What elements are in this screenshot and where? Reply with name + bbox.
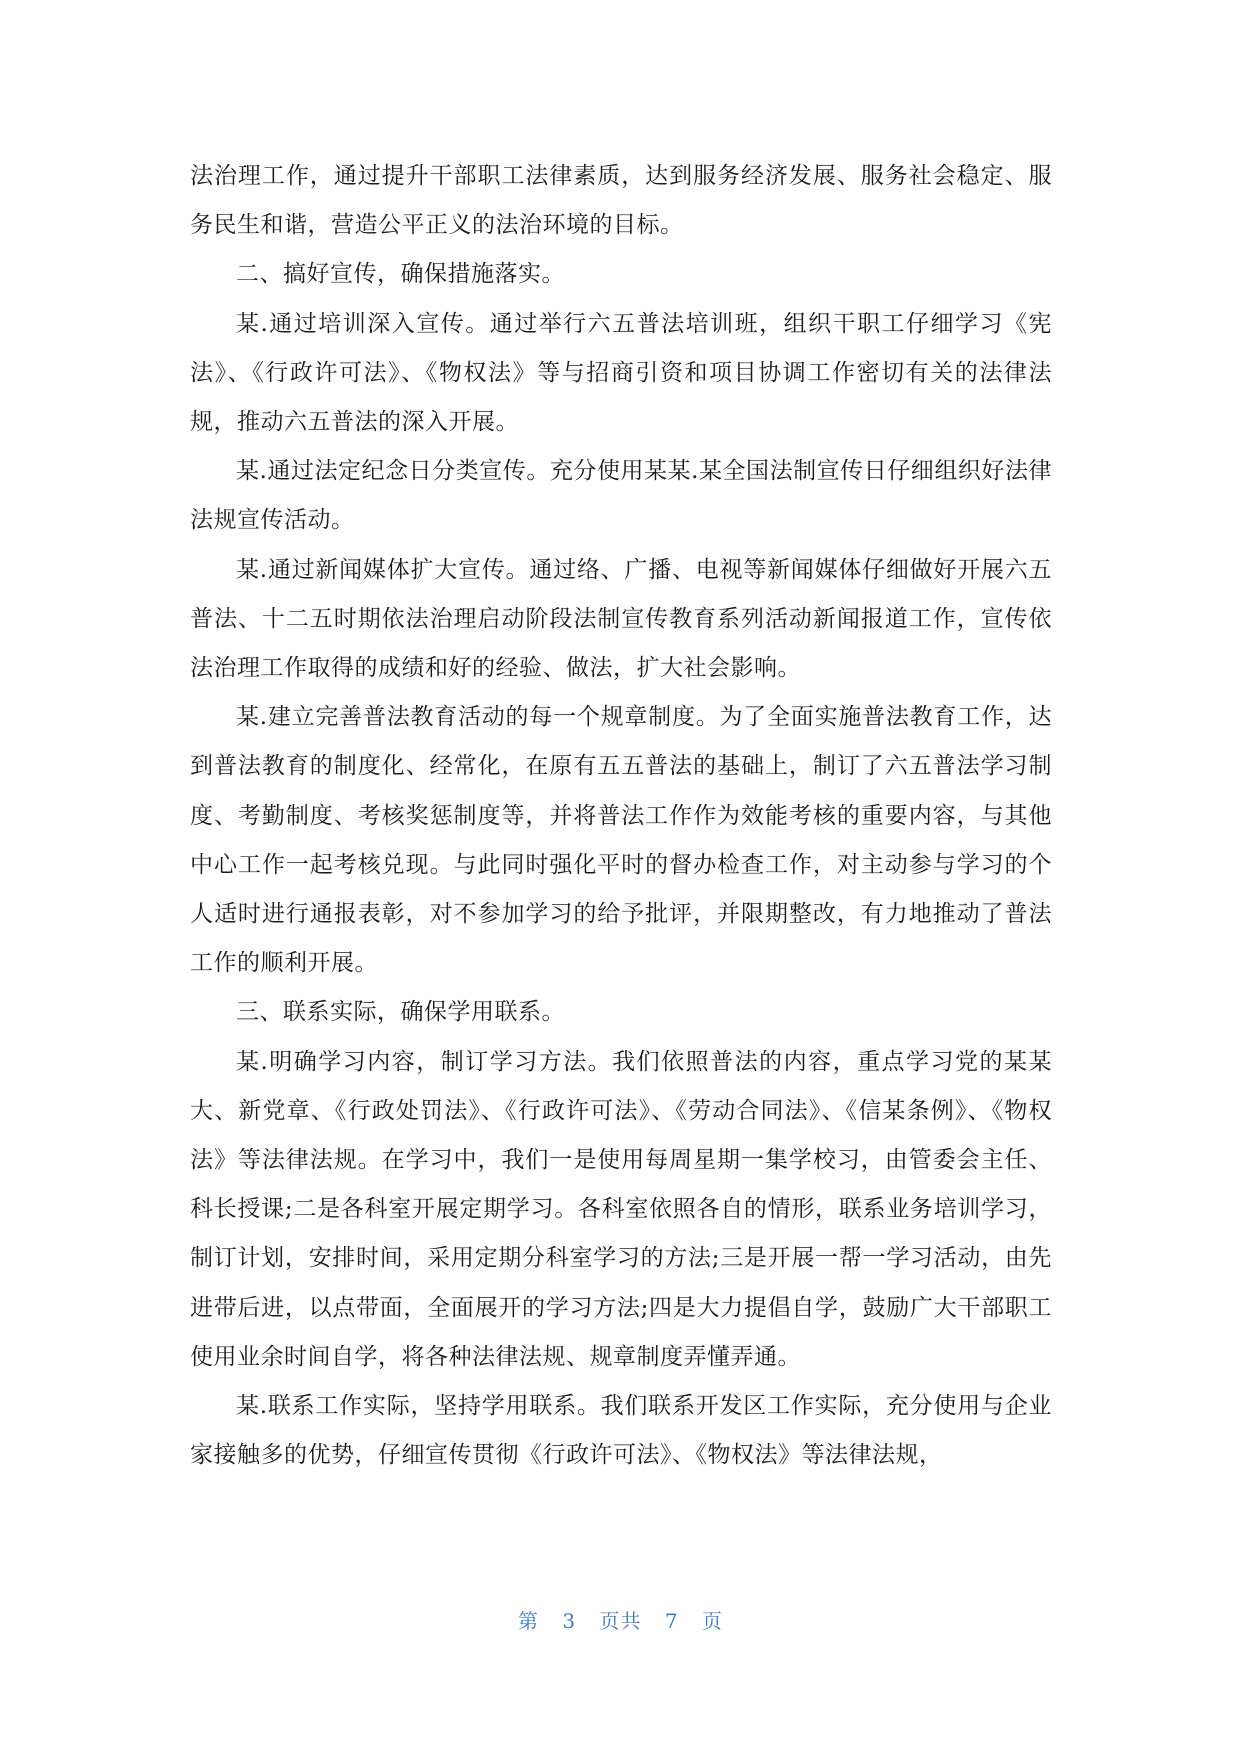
paragraph-practice: 某.联系工作实际，坚持学用联系。我们联系开发区工作实际，充分使用与企业家接触多的优势，仔细宣传贯彻《行政许可法》、《物权法》等法律法规，	[190, 1393, 1052, 1469]
section-heading-2: 二、搞好宣传，确保措施落实。	[236, 261, 565, 288]
footer-label-end: 页	[701, 1609, 723, 1633]
footer-total-pages: 7	[664, 1609, 679, 1633]
footer-current-page: 3	[562, 1609, 577, 1633]
footer-label-of: 页共	[599, 1609, 642, 1633]
document-body	[190, 152, 1052, 1480]
paragraph-study-methods: 某.明确学习内容，制订学习方法。我们依照普法的内容，重点学习党的某某大、新党章、《行政处罚法》、《行政许可法》、《劳动合同法》、《信某条例》、《物权法》等法律法规。在学习中，我们一是使用每周星期一集学校习，由管委会主任、科长授课;二是各科室开展定期学习。各科室依照各自的情形，联系业务培训学习，制订计划，安排时间，采用定期分科室学习的方法;三是开展一帮一学习活动，由先进带后进，以点带面，全面展开的学习方法;四是大力提倡自学，鼓励广大干部职工使用业余时间自学，将各种法律法规、规章制度弄懂弄通。	[190, 1048, 1052, 1370]
paragraph-training: 某.通过培训深入宣传。通过举行六五普法培训班，组织干职工仔细学习《宪法》、《行政许可法》、《物权法》等与招商引资和项目协调工作密切有关的法律法规，推动六五普法的深入开展。	[190, 310, 1052, 436]
paragraph-regulations: 某.建立完善普法教育活动的每一个规章制度。为了全面实施普法教育工作，达到普法教育的制度化、经常化，在原有五五普法的基础上，制订了六五普法学习制度、考勤制度、考核奖惩制度等，并将普法工作作为效能考核的重要内容，与其他中心工作一起考核兑现。与此同时强化平时的督办检查工作，对主动参与学习的个人适时进行通报表彰，对不参加学习的给予批评，并限期整改，有力地推动了普法工作的顺利开展。	[190, 704, 1052, 977]
footer-label-page: 第	[518, 1609, 540, 1633]
paragraph-1: 法治理工作，通过提升干部职工法律素质，达到服务经济发展、服务社会稳定、服务民生和谐，营造公平正义的法治环境的目标。	[190, 163, 1052, 239]
paragraph-media: 某.通过新闻媒体扩大宣传。通过络、广播、电视等新闻媒体仔细做好开展六五普法、十二五时期依法治理启动阶段法制宣传教育系列活动新闻报道工作，宣传依法治理工作取得的成绩和好的经验、做法，扩大社会影响。	[190, 556, 1052, 682]
paragraph-commemoration: 某.通过法定纪念日分类宣传。充分使用某某.某全国法制宣传日仔细组织好法律法规宣传活动。	[190, 458, 1052, 534]
section-heading-3: 三、联系实际，确保学用联系。	[236, 999, 565, 1026]
page-footer	[0, 1605, 1241, 1634]
